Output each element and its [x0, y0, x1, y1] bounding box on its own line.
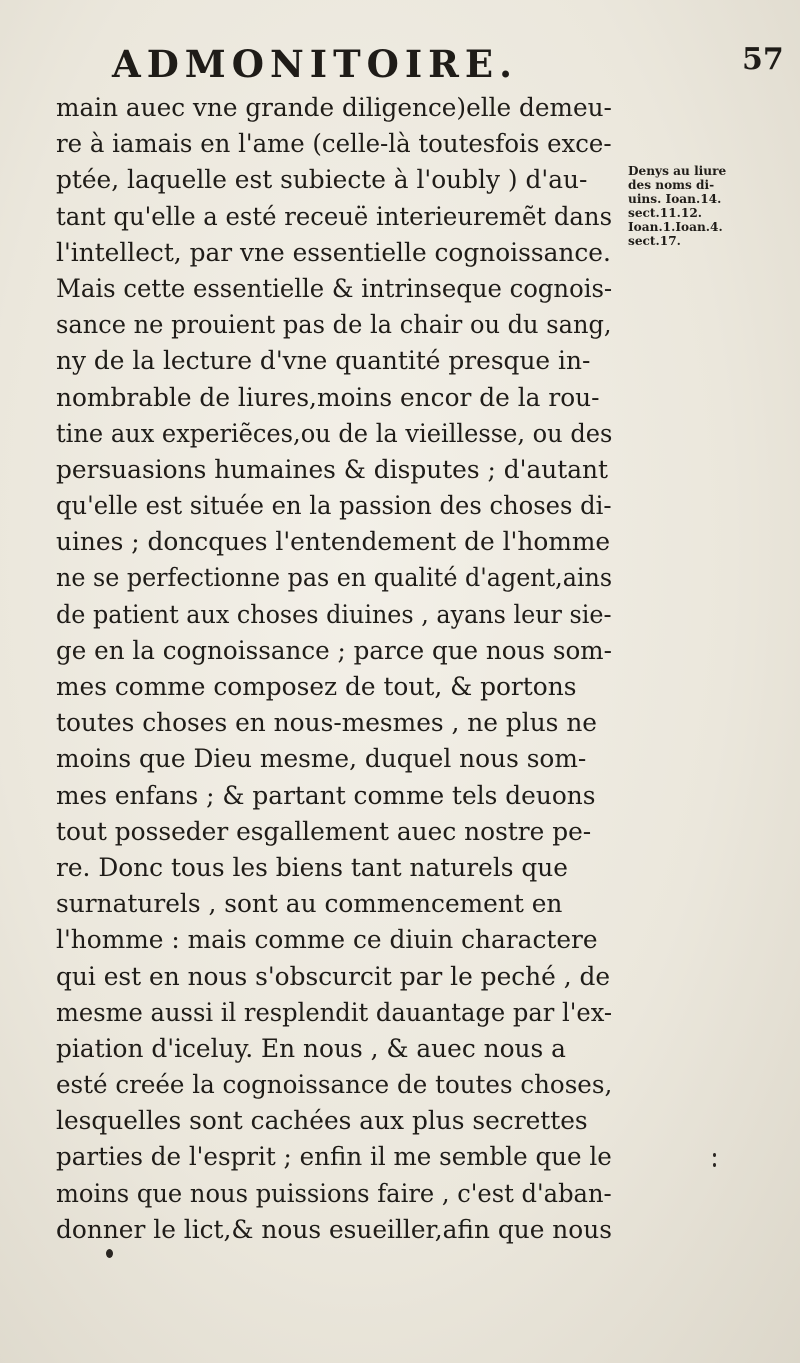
margin-note — [628, 164, 798, 248]
ink-speck — [713, 1153, 716, 1157]
text-line: piation d'iceluy. En nous , & auec nous a — [56, 1033, 566, 1063]
text-line: esté creée la cognoissance de toutes choses, — [56, 1070, 613, 1100]
text-line: tine aux experiẽces,ou de la vieillesse, ou des — [56, 418, 613, 448]
text-line: de patient aux choses diuines , ayans leur sie- — [56, 599, 612, 629]
margin-note-line: sect.17. — [628, 233, 681, 248]
text-line: re. Donc tous les biens tant naturels que — [56, 852, 568, 882]
text-line: sance ne prouient pas de la chair ou du sang, — [56, 310, 612, 340]
page-header — [0, 42, 800, 92]
text-line: surnaturels , sont au commencement en — [56, 889, 563, 919]
running-head: ADMONITOIRE. — [112, 42, 519, 86]
text-line: parties de l'esprit ; enfin il me semble que le — [56, 1142, 612, 1172]
text-line: lesquelles sont cachées aux plus secrettes — [56, 1106, 588, 1136]
text-line: mes comme composez de tout, & portons — [56, 672, 577, 701]
text-line: l'homme : mais comme ce diuin charactere — [56, 925, 598, 955]
text-line: ptée, laquelle est subiecte à l'oubly ) d'au- — [56, 165, 588, 195]
margin-note-line: uins. Ioan.14. — [628, 191, 722, 206]
text-line: qu'elle est située en la passion des choses di- — [56, 491, 612, 521]
text-line: tant qu'elle a esté receuë interieuremẽt dans — [56, 201, 613, 231]
ink-speck — [106, 1249, 113, 1258]
text-line: qui est en nous s'obscurcit par le peché , de — [56, 961, 611, 991]
text-line: tout posseder esgallement auec nostre pe- — [56, 816, 592, 846]
margin-note-line: des noms di- — [628, 177, 715, 192]
ink-speck — [713, 1163, 716, 1167]
text-line: ne se perfectionne pas en qualité d'agent,ains — [56, 563, 613, 593]
text-line: persuasions humaines & disputes ; d'autant — [56, 454, 608, 484]
text-line: main auec vne grande diligence)elle demeu- — [56, 93, 612, 122]
text-line: mesme aussi il resplendit dauantage par l'ex- — [56, 997, 613, 1027]
text-line: uines ; doncques l'entendement de l'homme — [56, 527, 611, 557]
text-line: ny de la lecture d'vne quantité presque in- — [56, 346, 591, 376]
text-line: donner le lict,& nous esueiller,afin que nous — [56, 1214, 612, 1244]
text-line: nombrable de liures,moins encor de la rou- — [56, 382, 600, 412]
text-line: Mais cette essentielle & intrinseque cognois- — [56, 273, 613, 303]
page-number: 57 — [742, 42, 784, 77]
text-line: toutes choses en nous-mesmes , ne plus ne — [56, 708, 598, 738]
text-line: re à iamais en l'ame (celle-là toutesfois exce- — [56, 129, 612, 159]
margin-note-line: sect.11.12. — [628, 205, 702, 220]
margin-note-line: Ioan.1.Ioan.4. — [628, 219, 723, 234]
text-line: mes enfans ; & partant comme tels deuons — [56, 780, 596, 810]
text-line: moins que Dieu mesme, duquel nous som- — [56, 744, 587, 774]
body-text — [56, 90, 616, 1248]
text-line: ge en la cognoissance ; parce que nous som- — [56, 635, 612, 665]
margin-note-line: Denys au liure — [628, 163, 727, 178]
text-line: moins que nous puissions faire , c'est d'aban- — [56, 1178, 612, 1208]
text-line: l'intellect, par vne essentielle cognoissance. — [56, 237, 611, 267]
